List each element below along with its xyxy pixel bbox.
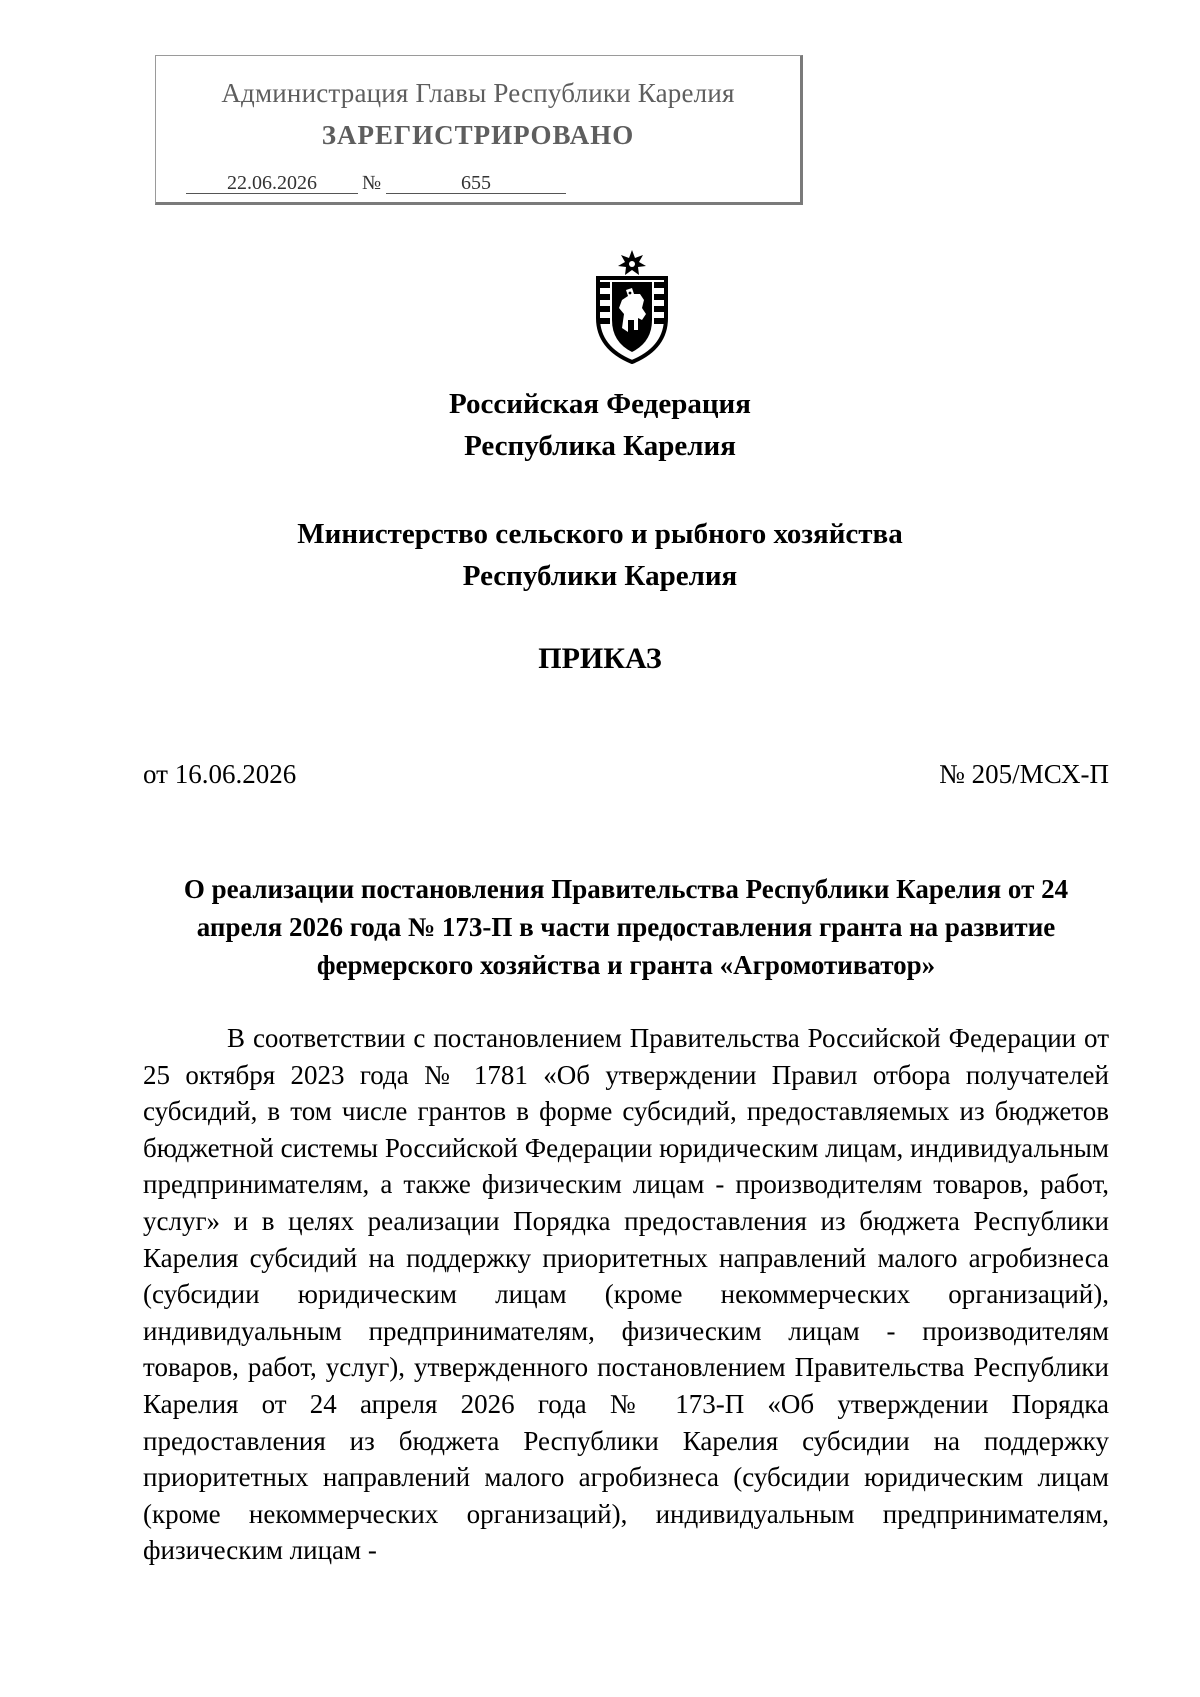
stamp-number-label: №: [362, 172, 382, 194]
stamp-number: 655: [386, 173, 566, 194]
document-type: ПРИКАЗ: [538, 642, 662, 675]
document-title: О реализации постановления Правительства Республики Карелия от 24 апреля 2026 года № 173-П в части предоставления гранта на развитие фермерского хозяйства и гранта «Агромотиватор»: [183, 874, 1069, 980]
order-number: № 205/МСХ-П: [939, 759, 1109, 789]
stamp-registered: ЗАРЕГИСТРИРОВАНО: [321, 120, 635, 150]
karelia-coat-of-arms-icon: [586, 248, 678, 364]
header-federation: Российская Федерация: [449, 388, 751, 420]
stamp-date: 22.06.2026: [186, 173, 358, 194]
registration-stamp: [155, 55, 803, 205]
header-ministry: Министерство сельского и рыбного хозяйства: [297, 518, 903, 550]
body-paragraph: В соответствии с постановлением Правительства Российской Федерации от 25 октября 2023 года № 1781 «Об утверждении Правил отбора получателей субсидий, в том числе грантов в форме субсидий, предоставляемых из бюджетов бюджетной системы Российской Федерации юридическим лицам, индивидуальным предпринимателям, а также физическим лицам - производителям товаров, работ, услуг» и в целях реализации Порядка предоставления из бюджета Республики Карелия субсидий на поддержку приоритетных направлений малого агробизнеса (субсидии юридическим лицам (кроме некоммерческих организаций), индивидуальным предпринимателям, физическим лицам - производителям товаров, работ, услуг), утвержденного постановлением Правительства Республики Карелия от 24 апреля 2026 года № 173-П «Об утверждении Порядка предоставления из бюджета Республики Карелия субсидии на поддержку приоритетных направлений малого агробизнеса (субсидии юридическим лицам (кроме некоммерческих организаций), индивидуальным предпринимателям, физическим лицам -: [143, 1023, 1109, 1566]
header-republic: Республика Карелия: [464, 430, 736, 462]
order-date: от 16.06.2026: [143, 759, 297, 789]
header-ministry-republic: Республики Карелия: [462, 560, 738, 592]
stamp-authority: Администрация Главы Республики Карелия: [221, 78, 735, 108]
